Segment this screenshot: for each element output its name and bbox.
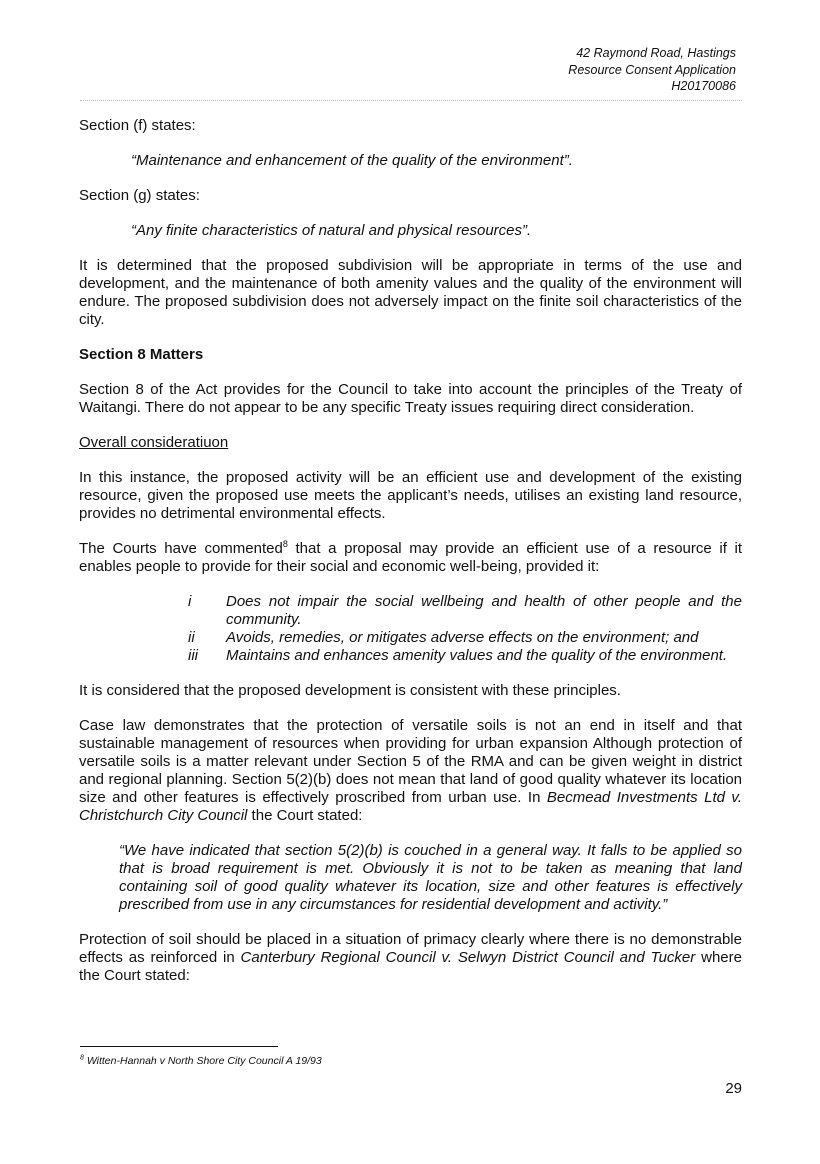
list-item (79, 629, 742, 647)
case-law-text: Case law demonstrates that the protection of versatile soils is not an end in itself and that sustainable management of resources when providing for urban expansion Although protection of versatile soils is a matter relevant under Section 5 of the RMA and can be given weight in district and regional planning. Section 5(2)(b) does not mean that land of good quality whatever its location size and other features is effectively proscribed from urban use. In (79, 717, 742, 806)
list-item-number: i (188, 593, 192, 610)
paragraph-efficient-use: In this instance, the proposed activity will be an efficient use and development of the existing resource, given the proposed use meets the applicant’s needs, utilises an existing land resource, provides no detrimental environmental effects. (79, 469, 742, 522)
paragraph-treaty: Section 8 of the Act provides for the Council to take into account the principles of the Treaty of Waitangi. There do not appear to be any specific Treaty issues requiring direct consideration. (79, 381, 742, 416)
list-item-text: Does not impair the social wellbeing and health of other people and the community. (226, 593, 742, 628)
section-g-intro: Section (g) states: (79, 187, 200, 204)
soil-primacy-text-end: where the Court stated: (79, 949, 742, 984)
footnote-reference: 8 (282, 539, 288, 549)
courts-text-start: The Courts have commented (79, 540, 283, 557)
case-citation-canterbury: Canterbury Regional Council v. Selwyn District Council and Tucker (240, 949, 696, 966)
footnote-marker: 8 (80, 1054, 84, 1062)
list-item-number: iii (188, 647, 198, 664)
list-item-text: Maintains and enhances amenity values and the quality of the environment. (226, 647, 728, 664)
heading-section-8: Section 8 Matters (79, 346, 204, 363)
list-item (79, 593, 742, 629)
paragraph-consistent: It is considered that the proposed development is consistent with these principles. (79, 682, 621, 699)
courts-text-end: that a proposal may provide an efficient use of a resource if it enables people to provide for their social and economic well-being, provided it: (79, 540, 742, 575)
list-item-number: ii (188, 629, 195, 646)
soil-primacy-text: Protection of soil should be placed in a situation of primacy clearly where there is no demonstrable effects as reinforced in (79, 931, 742, 966)
paragraph-courts-commented (79, 540, 742, 576)
section-f-intro: Section (f) states: (79, 117, 196, 134)
paragraph-case-law (79, 717, 742, 825)
section-f-quote: “Maintenance and enhancement of the quality of the environment”. (131, 152, 573, 169)
paragraph-soil-primacy (79, 931, 742, 985)
footnote-divider (80, 1046, 278, 1047)
header-reference-number: H20170086 (671, 79, 736, 93)
page-number: 29 (725, 1080, 742, 1097)
page-header (568, 45, 736, 95)
body-content (79, 117, 742, 985)
footnote-text: Witten-Hannah v North Shore City Council A 19/93 (83, 1055, 322, 1067)
header-address: 42 Raymond Road, Hastings (576, 46, 736, 60)
paragraph-determination: It is determined that the proposed subdivision will be appropriate in terms of the use and development, and the maintenance of both amenity values and the quality of the environment will endure. The proposed subdivision does not adversely impact on the finite soil characteristics of the city. (79, 257, 742, 328)
header-application-title: Resource Consent Application (568, 62, 736, 77)
court-quote: “We have indicated that section 5(2)(b) is couched in a general way. It falls to be applied so that is broad requirement is met. Obviously it is not to be taken as meaning that land containing soil of good quality whatever its location, size and other features is effectively prescribed from use in any circumstances for residential development and activity.” (119, 842, 742, 913)
case-law-text-end: the Court stated: (247, 807, 363, 824)
header-divider (80, 100, 742, 101)
list-item (79, 647, 742, 665)
footnote (80, 1055, 322, 1067)
list-item-text: Avoids, remedies, or mitigates adverse effects on the environment; and (226, 629, 699, 646)
section-g-quote: “Any finite characteristics of natural and physical resources”. (131, 222, 532, 239)
principles-list (79, 593, 742, 665)
heading-overall-consideration: Overall consideratiuon (79, 434, 229, 451)
case-citation-becmead: Becmead Investments Ltd v. Christchurch City Council (79, 789, 742, 824)
